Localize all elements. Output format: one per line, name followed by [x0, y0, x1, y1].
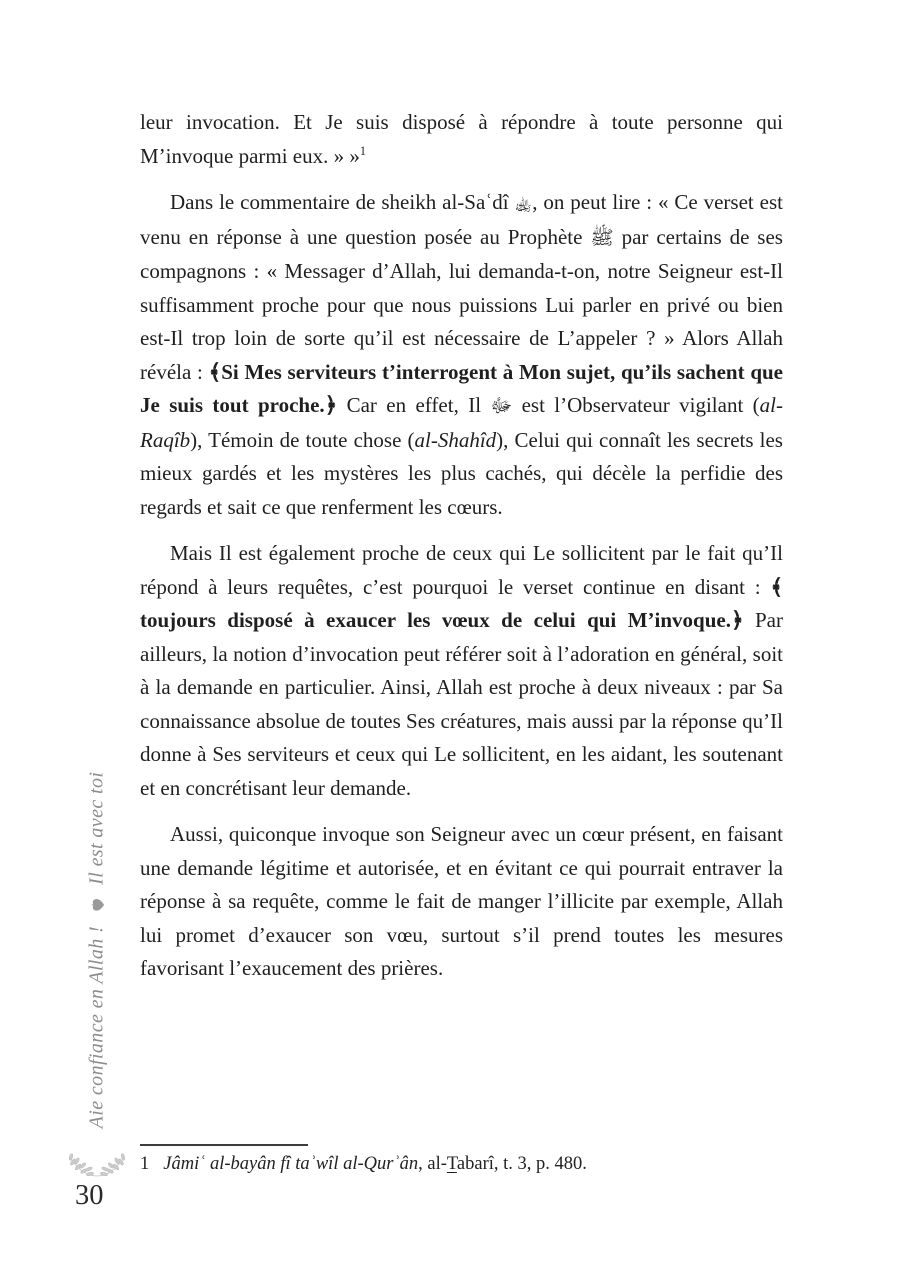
text-segment: al-Shahîd	[414, 427, 497, 452]
main-text	[140, 106, 783, 999]
quran-closing-bracket: ﴿	[730, 608, 744, 632]
jalla-jalaluhu-symbol: ﷻ	[490, 396, 513, 417]
quran-closing-bracket: ﴿	[324, 393, 338, 417]
text-segment: T	[446, 1154, 457, 1174]
text-segment: Car en effet, Il	[337, 393, 491, 417]
fleuron-icon	[91, 898, 106, 913]
text-segment: Dans le commentaire de sheikh al-Saʿdî	[170, 190, 515, 214]
paragraph	[140, 818, 783, 986]
text-segment: leur invocation. Et Je suis disposé à répondre à toute personne qui M’invoque parmi eux. » »	[140, 110, 783, 168]
text-segment: est l’Observateur vigilant (	[512, 393, 760, 417]
rahimahullah-symbol: ﵀	[514, 193, 533, 214]
sallallahu-alayhi-wa-sallam-symbol: ﷺ	[590, 227, 614, 249]
footnote-rule	[140, 1144, 308, 1146]
page-number: 30	[75, 1180, 104, 1211]
running-title-part2: Il est avec toi	[85, 771, 108, 885]
text-segment: al-Raqîb	[140, 393, 783, 452]
running-title-vertical	[86, 772, 109, 1129]
paragraph	[140, 186, 783, 524]
text-segment: toujours disposé à exaucer les vœux de celui qui M’invoque.	[140, 608, 731, 632]
text-segment: ), Celui qui connaît les secrets les mieux gardés et les mystères les plus cachés, qui décèle la perfidie des regards et sait ce que renferment les cœurs.	[140, 427, 783, 519]
running-title-part1: Aie confiance en Allah !	[85, 925, 108, 1129]
paragraph	[140, 537, 783, 805]
text-segment: , on peut lire : « Ce verset est venu en réponse à une question posée au Prophète	[140, 190, 783, 249]
paragraph	[140, 106, 783, 173]
text-segment: Si Mes serviteurs t’interrogent à Mon sujet, qu’ils sachent que Je suis tout proche.	[140, 359, 784, 417]
text-segment: par certains de ses compagnons : « Messager d’Allah, lui demanda-t-on, notre Seigneur est-Il suffisamment proche pour que nous puissions Lui parler en privé ou bien est-Il trop loin de sorte qu’il est nécessaire de L’appeler ? » Alors Allah révéla :	[140, 224, 783, 384]
footnote-text	[163, 1154, 587, 1174]
text-segment: Par ailleurs, la notion d’invocation peut référer soit à l’adoration en général, soit à la demande en particulier. Ainsi, Allah est proche à deux niveaux : par Sa connaissance absolue de toutes Ses créatures, mais aussi par la réponse qu’Il donne à Ses serviteurs et ceux qui Le sollicitent, en les aidant, les soutenant et en concrétisant leur demande.	[140, 608, 783, 800]
text-segment: abarî, t. 3, p. 480.	[456, 1154, 587, 1174]
quran-opening-bracket: ﴾	[208, 359, 222, 384]
footnote-number: 1	[140, 1154, 150, 1174]
footnote-reference-1: 1	[359, 143, 366, 158]
text-segment: ), Témoin de toute chose (	[190, 427, 415, 452]
text-segment: , al-	[418, 1154, 447, 1174]
quran-opening-bracket: ﴾	[770, 574, 783, 599]
footnote	[140, 1152, 770, 1176]
text-segment: Mais Il est également proche de ceux qui Le sollicitent par le fait qu’Il répond à leurs requêtes, c’est pourquoi le verset continue en disant :	[140, 541, 783, 599]
text-segment: Aussi, quiconque invoque son Seigneur avec un cœur présent, en faisant une demande légitime et autorisée, et en évitant ce qui pourrait entraver la réponse à sa requête, comme le fait de manger l’illicite par exemple, Allah lui promet d’exaucer son vœu, surtout s’il prend toutes les mesures favorisant l’exaucement des prières.	[140, 822, 783, 980]
text-segment: Jâmiʿ al-bayân fî taʾwîl al-Qurʾân	[163, 1154, 419, 1174]
laurel-ornament-icon	[61, 1150, 133, 1182]
